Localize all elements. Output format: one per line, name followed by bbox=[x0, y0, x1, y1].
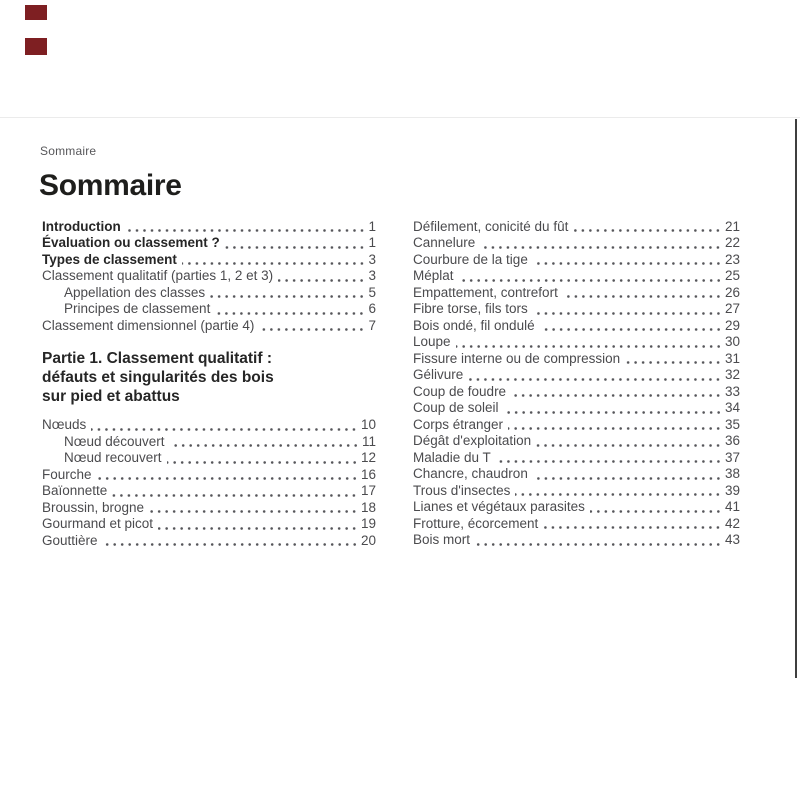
dot-leader bbox=[533, 252, 722, 268]
toc-entry-page: 18 bbox=[360, 499, 376, 515]
dot-leader bbox=[225, 235, 366, 251]
dot-leader bbox=[149, 500, 358, 516]
toc-entry bbox=[413, 515, 740, 532]
toc-entry bbox=[413, 334, 740, 351]
toc-entry bbox=[413, 416, 740, 433]
toc-entry-page: 26 bbox=[724, 284, 740, 300]
toc-entry-label: Nœuds bbox=[42, 417, 87, 432]
dot-leader bbox=[533, 301, 722, 317]
toc-entry-page: 10 bbox=[360, 417, 376, 432]
toc-entry-page: 17 bbox=[360, 483, 376, 498]
toc-entry bbox=[413, 466, 740, 483]
toc-entry bbox=[42, 532, 376, 549]
toc-entry-label: Gélivure bbox=[413, 367, 464, 382]
dot-leader bbox=[97, 467, 358, 483]
dot-leader bbox=[625, 351, 722, 367]
toc-entry-page: 12 bbox=[360, 450, 376, 465]
red-square-marker-top bbox=[25, 5, 47, 20]
dot-leader bbox=[112, 483, 358, 499]
toc-entry-label: Nœud recouvert bbox=[64, 450, 162, 465]
toc-entry-page: 33 bbox=[724, 383, 740, 399]
toc-entry-page: 27 bbox=[724, 301, 740, 316]
toc-right-list bbox=[413, 218, 740, 548]
dot-leader bbox=[480, 235, 722, 251]
toc-entry-label: Appellation des classes bbox=[64, 284, 206, 300]
page-right-edge-line bbox=[795, 119, 797, 678]
toc-entry bbox=[42, 251, 376, 268]
toc-entry-page: 1 bbox=[368, 218, 376, 234]
toc-entry bbox=[42, 417, 376, 434]
toc-entry-page: 43 bbox=[724, 532, 740, 547]
toc-entry bbox=[413, 449, 740, 466]
dot-leader bbox=[536, 433, 722, 449]
toc-entry-label: Broussin, brogne bbox=[42, 499, 145, 515]
toc-entry-page: 31 bbox=[724, 350, 740, 366]
dot-leader bbox=[504, 400, 722, 416]
toc-entry-label: Chancre, chaudron bbox=[413, 466, 528, 481]
dot-leader bbox=[91, 417, 358, 433]
toc-entry-page: 42 bbox=[724, 515, 740, 531]
toc-entry bbox=[413, 218, 740, 235]
toc-entry-page: 38 bbox=[724, 466, 740, 481]
toc-entry-label: Courbure de la tige bbox=[413, 251, 528, 267]
toc-entry bbox=[413, 383, 740, 400]
toc-entry-page: 35 bbox=[724, 416, 740, 432]
toc-entry-page: 39 bbox=[724, 482, 740, 498]
part1-heading-line3: sur pied et abattus bbox=[42, 387, 180, 405]
toc-entry bbox=[413, 367, 740, 384]
dot-leader bbox=[456, 334, 722, 350]
toc-entry-label: Trous d'insectes bbox=[413, 482, 511, 498]
toc-entry-label: Fibre torse, fils tors bbox=[413, 301, 528, 316]
dot-leader bbox=[215, 301, 365, 317]
dot-leader bbox=[511, 384, 722, 400]
toc-entry bbox=[42, 317, 376, 334]
toc-entry-label: Cannelure bbox=[413, 235, 476, 250]
toc-entry-page: 20 bbox=[360, 532, 376, 548]
toc-entry-page: 32 bbox=[724, 367, 740, 382]
toc-entry bbox=[42, 499, 376, 516]
toc-entry bbox=[413, 251, 740, 268]
toc-entry bbox=[413, 433, 740, 450]
toc-entry-page: 22 bbox=[724, 235, 740, 250]
toc-entry-label: Méplat bbox=[413, 268, 454, 283]
dot-leader bbox=[468, 367, 722, 383]
dot-leader bbox=[590, 499, 722, 515]
part1-heading-line2: défauts et singularités des bois bbox=[42, 368, 274, 386]
toc-part1-list bbox=[42, 417, 376, 549]
dot-leader bbox=[496, 450, 722, 466]
toc-entry-page: 34 bbox=[724, 400, 740, 415]
toc-entry-page: 3 bbox=[368, 251, 376, 267]
dot-leader bbox=[158, 516, 358, 532]
toc-entry-page: 19 bbox=[360, 516, 376, 531]
dot-leader bbox=[167, 450, 358, 466]
toc-entry-label: Classement qualitatif (parties 1, 2 et 3) bbox=[42, 268, 274, 283]
toc-entry-label: Nœud découvert bbox=[64, 433, 165, 449]
toc-entry bbox=[413, 482, 740, 499]
dot-leader bbox=[533, 466, 722, 482]
toc-entry-label: Loupe bbox=[413, 334, 451, 349]
toc-entry-label: Bois mort bbox=[413, 532, 471, 547]
toc-entry-label: Dégât d'exploitation bbox=[413, 433, 532, 448]
toc-entry-label: Introduction bbox=[42, 218, 121, 234]
toc-entry-label: Gouttière bbox=[42, 532, 98, 548]
toc-entry bbox=[413, 499, 740, 516]
toc-entry-page: 5 bbox=[368, 284, 376, 300]
dot-leader bbox=[508, 417, 722, 433]
toc-entry-label: Classement dimensionnel (partie 4) bbox=[42, 317, 255, 333]
toc-entry-page: 41 bbox=[724, 499, 740, 514]
toc-entry bbox=[413, 284, 740, 301]
toc-front-matter-list bbox=[42, 218, 376, 334]
toc-left-column bbox=[42, 218, 376, 549]
red-square-marker-bottom bbox=[25, 38, 47, 55]
dot-leader bbox=[182, 252, 366, 268]
toc-entry-label: Principes de classement bbox=[64, 301, 211, 316]
dot-leader bbox=[278, 268, 365, 284]
toc-entry-page: 23 bbox=[724, 251, 740, 267]
toc-right-column bbox=[413, 218, 740, 548]
dot-leader bbox=[126, 219, 366, 235]
toc-entry bbox=[42, 483, 376, 500]
toc-entry-page: 30 bbox=[724, 334, 740, 349]
toc-entry bbox=[42, 516, 376, 533]
toc-entry-label: Évaluation ou classement ? bbox=[42, 235, 220, 250]
toc-entry-label: Gourmand et picot bbox=[42, 516, 154, 531]
dot-leader bbox=[210, 285, 365, 301]
toc-entry-page: 3 bbox=[368, 268, 376, 283]
toc-entry-label: Fissure interne ou de compression bbox=[413, 350, 621, 366]
toc-entry-page: 37 bbox=[724, 449, 740, 465]
toc-entry bbox=[413, 235, 740, 252]
dot-leader bbox=[259, 318, 365, 334]
toc-entry-page: 6 bbox=[368, 301, 376, 316]
toc-entry-label: Coup de foudre bbox=[413, 383, 507, 399]
toc-entry-label: Frotture, écorcement bbox=[413, 515, 539, 531]
dot-leader bbox=[475, 532, 722, 548]
running-header: Sommaire bbox=[40, 144, 97, 158]
toc-entry-label: Bois ondé, fil ondulé bbox=[413, 317, 535, 333]
toc-entry-label: Défilement, conicité du fût bbox=[413, 218, 569, 234]
toc-entry-page: 29 bbox=[724, 317, 740, 333]
dot-leader bbox=[563, 285, 722, 301]
toc-entry bbox=[413, 400, 740, 417]
toc-entry bbox=[413, 301, 740, 318]
dot-leader bbox=[459, 268, 722, 284]
dot-leader bbox=[573, 219, 722, 235]
toc-entry-page: 7 bbox=[368, 317, 376, 333]
dot-leader bbox=[540, 318, 722, 334]
toc-entry bbox=[413, 350, 740, 367]
dot-leader bbox=[103, 533, 358, 549]
toc-entry bbox=[413, 532, 740, 549]
toc-entry-label: Types de classement bbox=[42, 251, 177, 267]
toc-entry bbox=[42, 268, 376, 285]
toc-entry bbox=[413, 268, 740, 285]
toc-entry-page: 1 bbox=[368, 235, 376, 250]
toc-entry bbox=[42, 218, 376, 235]
toc-entry bbox=[42, 284, 376, 301]
toc-entry-label: Fourche bbox=[42, 466, 92, 482]
toc-entry-label: Corps étranger bbox=[413, 416, 504, 432]
dot-leader bbox=[543, 516, 722, 532]
dot-leader bbox=[170, 434, 359, 450]
toc-entry-label: Maladie du T bbox=[413, 449, 491, 465]
dot-leader bbox=[515, 483, 722, 499]
toc-entry bbox=[42, 433, 376, 450]
toc-entry-label: Coup de soleil bbox=[413, 400, 499, 415]
toc-entry-page: 11 bbox=[361, 433, 376, 449]
toc-entry-page: 16 bbox=[360, 466, 376, 482]
page-title: Sommaire bbox=[39, 169, 182, 202]
toc-entry-page: 21 bbox=[724, 218, 740, 234]
toc-entry-page: 25 bbox=[724, 268, 740, 283]
part1-heading-line1: Partie 1. Classement qualitatif : bbox=[42, 349, 272, 367]
toc-entry-label: Baïonnette bbox=[42, 483, 108, 498]
toc-entry-label: Empattement, contrefort bbox=[413, 284, 558, 300]
toc-entry bbox=[42, 450, 376, 467]
toc-entry bbox=[42, 301, 376, 318]
part1-heading bbox=[42, 349, 376, 406]
page-top-edge-line bbox=[0, 117, 800, 118]
toc-entry bbox=[42, 466, 376, 483]
toc-entry-page: 36 bbox=[724, 433, 740, 448]
toc-entry-label: Lianes et végétaux parasites bbox=[413, 499, 585, 514]
toc-entry bbox=[413, 317, 740, 334]
toc-entry bbox=[42, 235, 376, 252]
